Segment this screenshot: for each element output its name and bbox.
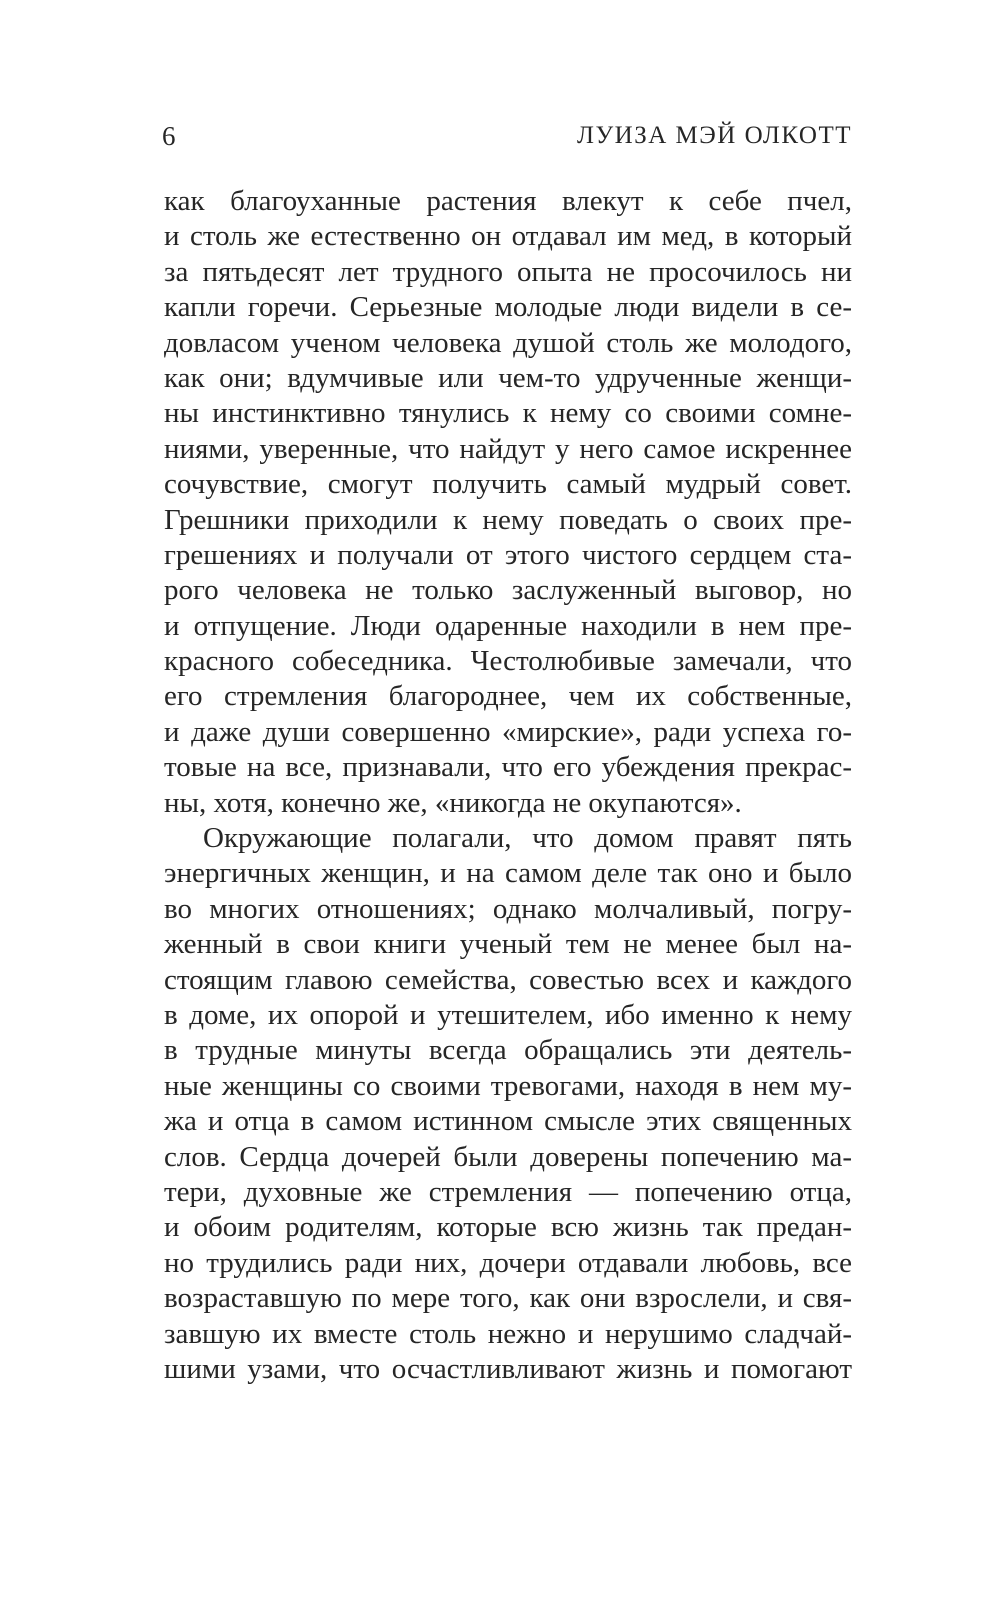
text-line: возраставшую по мере того, как они взрослели, и свя- — [164, 1282, 852, 1315]
text-line: грешениях и получали от этого чистого сердцем ста- — [164, 538, 852, 571]
text-line: сочувствие, смогут получить самый мудрый совет. — [164, 468, 852, 501]
text-line: рого человека не только заслуженный выговор, но — [164, 574, 852, 607]
text-line: его стремления благороднее, чем их собственные, — [164, 680, 852, 713]
text-line: как благоуханные растения влекут к себе пчел, — [164, 185, 852, 217]
text-line: слов. Сердца дочерей были доверены попечению ма- — [164, 1140, 852, 1173]
text-line: ны, хотя, конечно же, «никогда не окупаются». — [164, 786, 742, 819]
text-line: ниями, уверенные, что найдут у него самое искреннее — [164, 432, 852, 465]
text-line: и отпущение. Люди одаренные находили в нем пре- — [164, 609, 852, 642]
text-line: за пятьдесят лет трудного опыта не просочилось ни — [164, 255, 852, 288]
text-line: красного собеседника. Честолюбивые замечали, что — [164, 645, 852, 678]
text-line: жа и отца в самом истинном смысле этих священных — [164, 1105, 852, 1138]
text-line: как они; вдумчивые или чем-то удрученные женщи- — [164, 361, 852, 394]
body-text — [164, 184, 852, 1387]
text-line: стоящим главою семейства, совестью всех и каждого — [164, 963, 852, 996]
text-line: довласом ученом человека душой столь же молодого, — [164, 326, 852, 359]
text-line: женный в свои книги ученый тем не менее был на- — [164, 928, 852, 961]
text-line: и столь же естественно он отдавал им мед, в который — [164, 220, 852, 253]
running-head: ЛУИЗА МЭЙ ОЛКОТТ — [577, 122, 852, 149]
text-line: шими узами, что осчастливливают жизнь и помогают — [164, 1352, 852, 1385]
text-line: ные женщины со своими тревогами, находя в нем му- — [164, 1069, 852, 1102]
text-line: в доме, их опорой и утешителем, ибо именно к нему — [164, 998, 852, 1031]
text-line: тери, духовные же стремления — попечению отца, — [164, 1175, 852, 1208]
text-line: Окружающие полагали, что домом правят пять — [203, 822, 852, 855]
text-line: ны инстинктивно тянулись к нему со своими сомне- — [164, 397, 852, 430]
text-line: но трудились ради них, дочери отдавали любовь, все — [164, 1246, 852, 1279]
text-line: и обоим родителям, которые всю жизнь так предан- — [164, 1211, 852, 1244]
text-line: завшую их вместе столь нежно и нерушимо сладчай- — [164, 1317, 852, 1350]
text-line: энергичных женщин, и на самом деле так оно и было — [164, 857, 852, 890]
text-line: во многих отношениях; однако молчаливый, погру- — [164, 892, 852, 925]
page-number: 6 — [162, 121, 176, 151]
text-line: и даже души совершенно «мирские», ради успеха го- — [164, 715, 852, 748]
text-line: в трудные минуты всегда обращались эти деятель- — [164, 1034, 852, 1067]
text-line: капли горечи. Серьезные молодые люди видели в се- — [164, 291, 852, 324]
text-line: Грешники приходили к нему поведать о своих пре- — [164, 503, 852, 536]
text-line: товые на все, признавали, что его убеждения прекрас- — [164, 751, 852, 784]
